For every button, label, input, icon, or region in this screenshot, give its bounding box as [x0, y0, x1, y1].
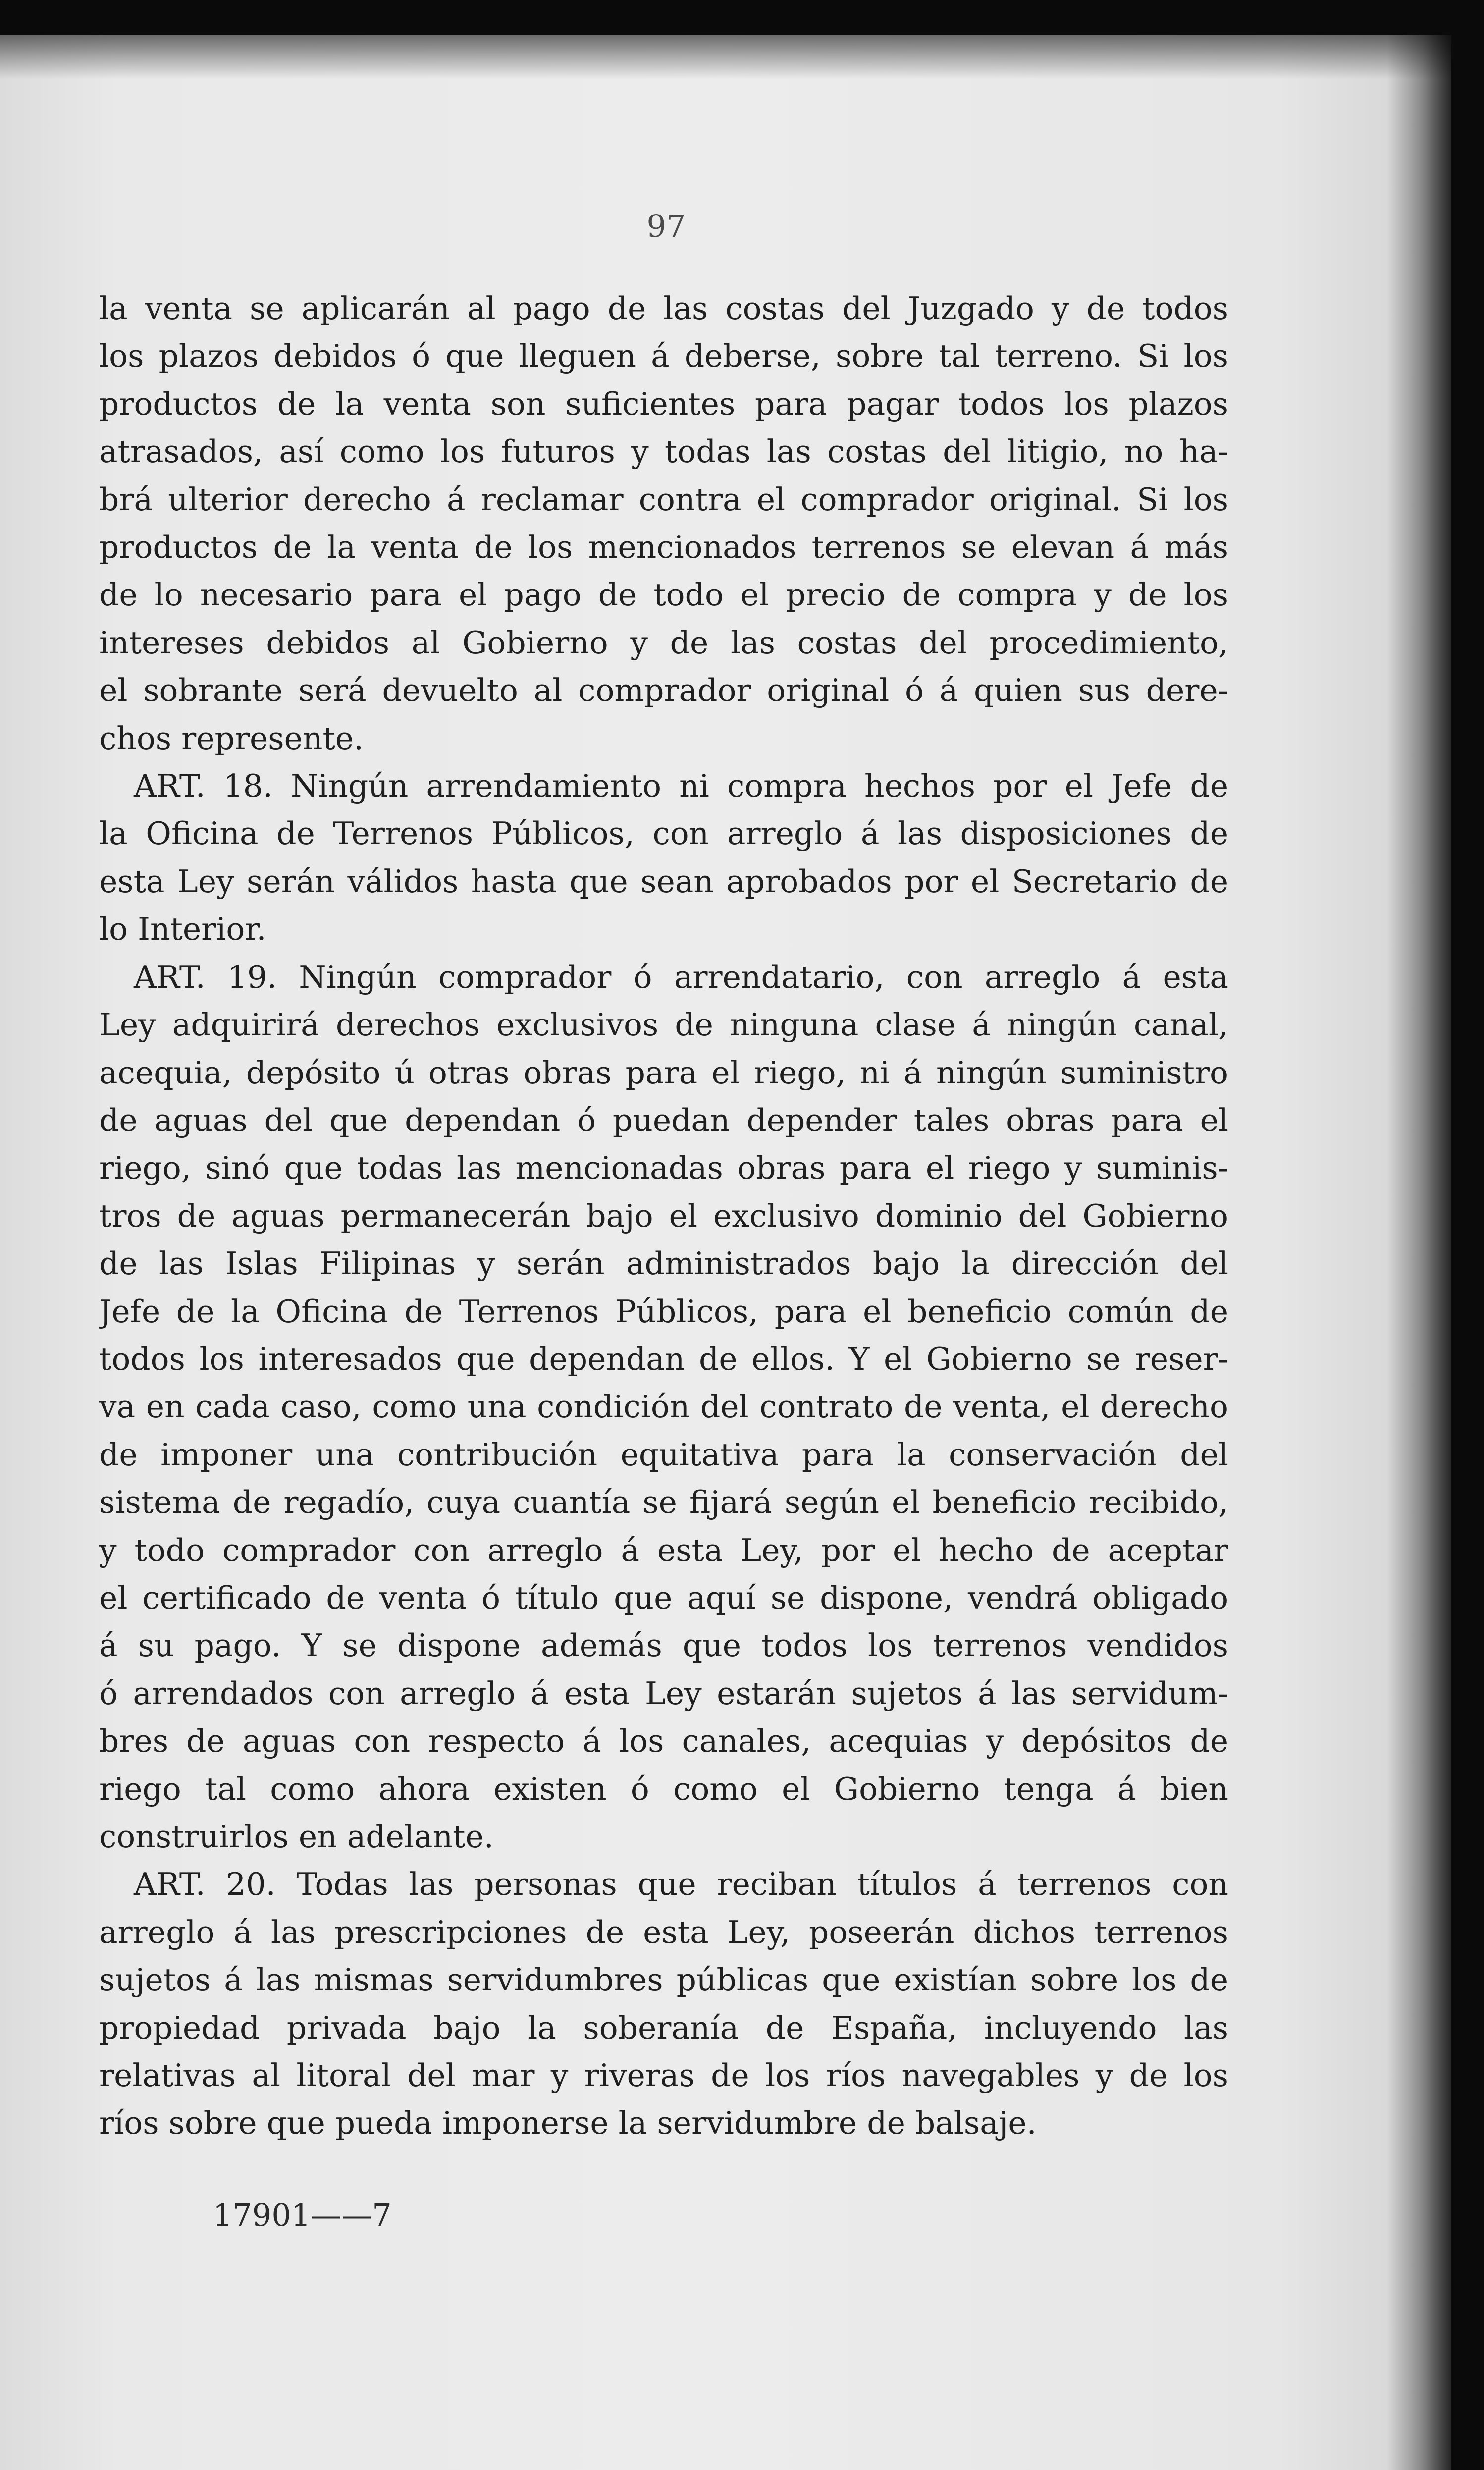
text-line: riego, sinó que todas las mencionadas obras para el riego y suminis-: [99, 1150, 1228, 1186]
text-line: va en cada caso, como una condición del contrato de venta, el derecho: [99, 1389, 1228, 1425]
text-line: esta Ley serán válidos hasta que sean aprobados por el Secretario de: [99, 863, 1228, 900]
page-top-shadow: [0, 35, 1451, 79]
text-line: productos de la venta de los mencionados terrenos se elevan á más: [99, 529, 1228, 566]
text-line: productos de la venta son suficientes para pagar todos los plazos: [99, 385, 1228, 422]
text-line: y todo comprador con arreglo á esta Ley, por el hecho de aceptar: [99, 1532, 1228, 1568]
page-number: 97: [646, 208, 686, 244]
text-line: de imponer una contribución equitativa para la conservación del: [99, 1436, 1228, 1473]
text-line: sujetos á las mismas servidumbres públicas que existían sobre los de: [99, 1962, 1228, 1998]
text-line: todos los interesados que dependan de ellos. Y el Gobierno se reser-: [99, 1341, 1228, 1377]
text-line: la Oficina de Terrenos Públicos, con arreglo á las disposiciones de: [99, 815, 1228, 852]
text-line: riego tal como ahora existen ó como el Gobierno tenga á bien: [99, 1771, 1228, 1807]
article-18-heading-line: ART. 18. Ningún arrendamiento ni compra hechos por el Jefe de: [134, 768, 1228, 805]
article-19-heading-line: ART. 19. Ningún comprador ó arrendatario, con arreglo á esta: [134, 959, 1228, 995]
text-line: ó arrendados con arreglo á esta Ley estarán sujetos á las servidum-: [99, 1675, 1228, 1712]
text-line: bres de aguas con respecto á los canales, acequias y depósitos de: [99, 1723, 1228, 1760]
text-line: sistema de regadío, cuya cuantía se fijará según el beneficio recibido,: [99, 1484, 1228, 1521]
text-line: propiedad privada bajo la soberanía de España, incluyendo las: [99, 2009, 1228, 2046]
printer-signature: 17901——7: [213, 2197, 392, 2233]
text-line: de las Islas Filipinas y serán administrados bajo la dirección del: [99, 1245, 1228, 1282]
text-line: Ley adquirirá derechos exclusivos de ninguna clase á ningún canal,: [99, 1007, 1228, 1043]
text-line: atrasados, así como los futuros y todas las costas del litigio, no ha-: [99, 433, 1228, 470]
text-line: de lo necesario para el pago de todo el precio de compra y de los: [99, 577, 1228, 613]
text-line: brá ulterior derecho á reclamar contra el comprador original. Si los: [99, 481, 1228, 518]
text-line: acequia, depósito ú otras obras para el riego, ni á ningún suministro: [99, 1054, 1228, 1091]
text-line: lo Interior.: [99, 911, 266, 948]
text-line: de aguas del que dependan ó puedan depender tales obras para el: [99, 1102, 1228, 1138]
text-line: arreglo á las prescripciones de esta Ley, poseerán dichos terrenos: [99, 1914, 1228, 1950]
text-line: Jefe de la Oficina de Terrenos Públicos, para el beneficio común de: [99, 1293, 1228, 1330]
text-line: la venta se aplicarán al pago de las costas del Juzgado y de todos: [99, 290, 1228, 326]
text-line: intereses debidos al Gobierno y de las costas del procedimiento,: [99, 624, 1228, 661]
text-line: el sobrante será devuelto al comprador original ó á quien sus dere-: [99, 672, 1228, 709]
book-page: [0, 35, 1451, 2470]
text-line: relativas al litoral del mar y riveras de los ríos navegables y de los: [99, 2057, 1228, 2094]
text-line: ríos sobre que pueda imponerse la servidumbre de balsaje.: [99, 2105, 1037, 2142]
text-line: tros de aguas permanecerán bajo el exclusivo dominio del Gobierno: [99, 1197, 1228, 1234]
text-line: á su pago. Y se dispone además que todos los terrenos vendidos: [99, 1627, 1228, 1664]
text-line: construirlos en adelante.: [99, 1819, 494, 1855]
page-gutter-shadow: [1387, 35, 1451, 2470]
body-text: [99, 285, 1228, 2148]
text-line: el certificado de venta ó título que aquí se dispone, vendrá obligado: [99, 1579, 1228, 1616]
text-line: chos represente.: [99, 720, 364, 756]
text-line: los plazos debidos ó que lleguen á deberse, sobre tal terreno. Si los: [99, 338, 1228, 375]
article-20-heading-line: ART. 20. Todas las personas que reciban títulos á terrenos con: [134, 1866, 1228, 1903]
